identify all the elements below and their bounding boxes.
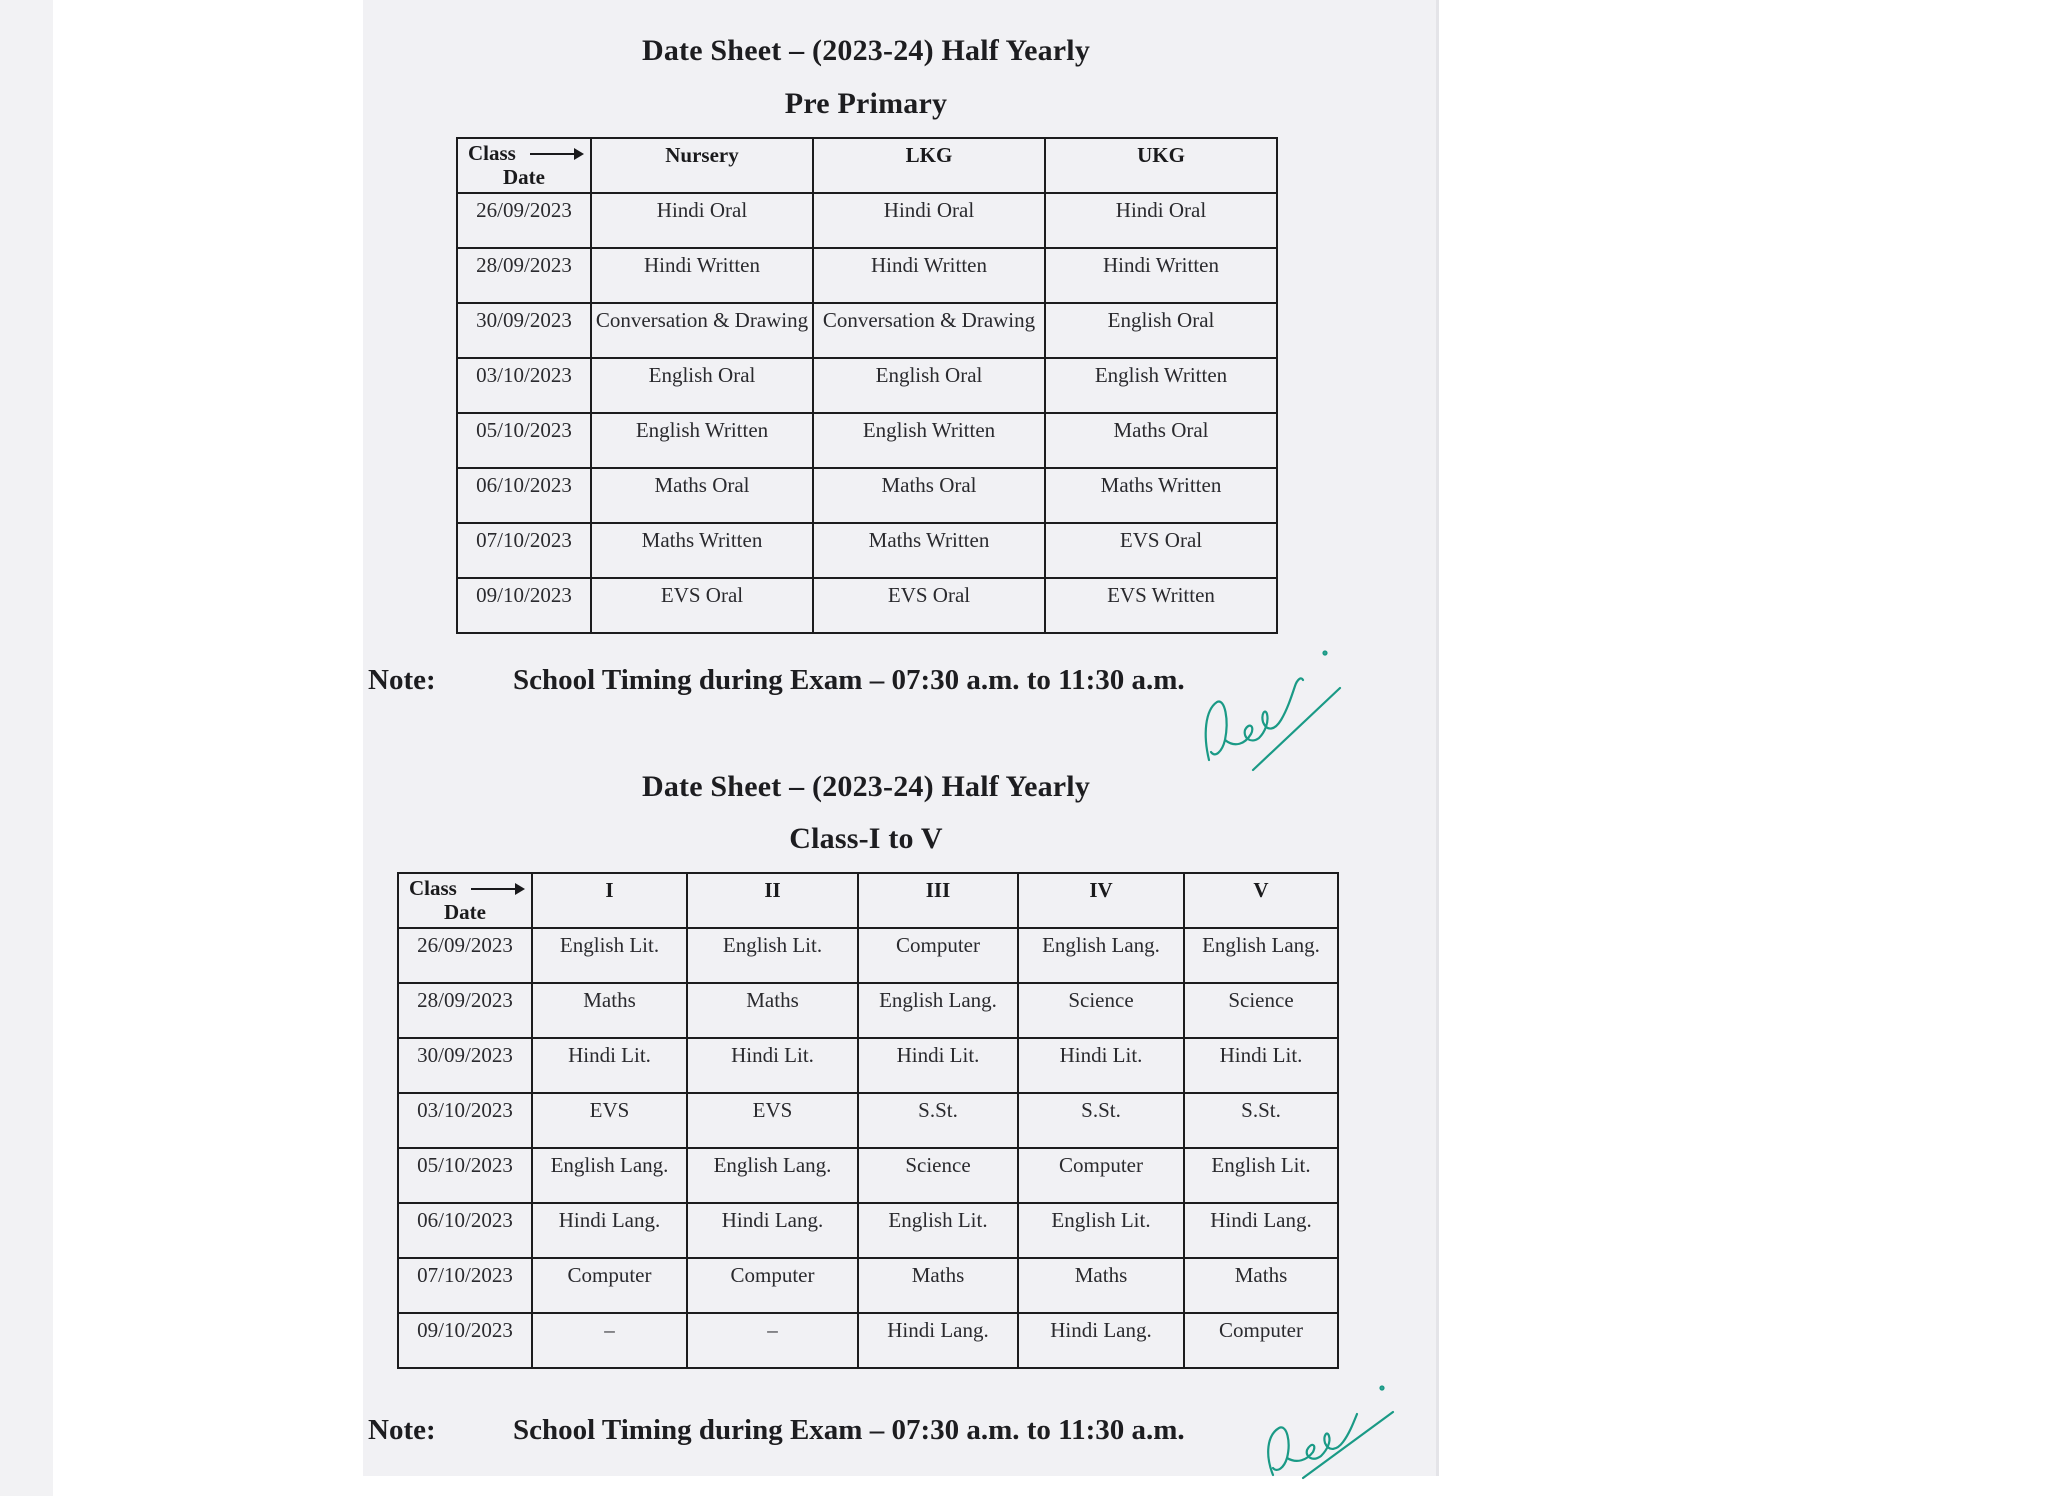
sheet-1-subtitle: Pre Primary — [784, 87, 948, 120]
note-text: School Timing during Exam – 07:30 a.m. to 11:30 a.m. — [513, 1414, 1185, 1446]
subject-cell: Maths — [858, 1258, 1018, 1313]
column-header: UKG — [1045, 138, 1277, 193]
arrow-right-icon — [471, 888, 523, 890]
subject-cell: Computer — [1018, 1148, 1184, 1203]
subject-cell: Maths — [687, 983, 858, 1038]
note-label: Note: — [368, 664, 436, 696]
subject-cell: English Lit. — [858, 1203, 1018, 1258]
subject-cell: Maths Written — [591, 523, 813, 578]
subject-cell: English Written — [813, 413, 1045, 468]
subject-cell: Computer — [687, 1258, 858, 1313]
date-cell: 30/09/2023 — [457, 303, 591, 358]
subject-cell: English Oral — [813, 358, 1045, 413]
subject-cell: – — [532, 1313, 687, 1368]
date-cell: 05/10/2023 — [398, 1148, 532, 1203]
date-cell: 05/10/2023 — [457, 413, 591, 468]
subject-cell: English Lang. — [858, 983, 1018, 1038]
sheet-2-title: Date Sheet – (2023-24) Half Yearly — [641, 770, 1091, 803]
table-row — [398, 983, 1338, 1038]
subject-cell: Hindi Lit. — [1184, 1038, 1338, 1093]
subject-cell: English Lang. — [1184, 928, 1338, 983]
table-row — [457, 578, 1277, 633]
table-row — [398, 1203, 1338, 1258]
subject-cell: Hindi Lang. — [1184, 1203, 1338, 1258]
subject-cell: Hindi Oral — [813, 193, 1045, 248]
corner-header — [460, 141, 588, 189]
subject-cell: S.St. — [1018, 1093, 1184, 1148]
date-cell: 09/10/2023 — [457, 578, 591, 633]
table-row — [398, 1313, 1338, 1368]
table-row — [457, 303, 1277, 358]
subject-cell: EVS — [532, 1093, 687, 1148]
subject-cell: Maths — [1184, 1258, 1338, 1313]
subject-cell: Maths Written — [1045, 468, 1277, 523]
note-label: Note: — [368, 1414, 436, 1446]
column-header: Nursery — [591, 138, 813, 193]
corner-header — [401, 876, 529, 924]
table-row — [398, 928, 1338, 983]
subject-cell: Hindi Lit. — [687, 1038, 858, 1093]
class-date-corner-cell — [398, 873, 532, 928]
subject-cell: English Oral — [1045, 303, 1277, 358]
subject-cell: Science — [858, 1148, 1018, 1203]
date-cell: 26/09/2023 — [457, 193, 591, 248]
header-row — [457, 138, 1277, 193]
subject-cell: English Lang. — [532, 1148, 687, 1203]
header-row — [398, 873, 1338, 928]
column-header: LKG — [813, 138, 1045, 193]
signature-2 — [1255, 1380, 1395, 1480]
subject-cell: English Lit. — [687, 928, 858, 983]
subject-cell: Computer — [1184, 1313, 1338, 1368]
table-row — [457, 523, 1277, 578]
pre-primary-date-table — [456, 137, 1278, 634]
paper-edge — [1436, 0, 1439, 1476]
column-header: III — [858, 873, 1018, 928]
scan-left-margin — [0, 0, 53, 1496]
date-cell: 09/10/2023 — [398, 1313, 532, 1368]
corner-class-label: Class — [468, 141, 516, 165]
subject-cell: – — [687, 1313, 858, 1368]
subject-cell: Hindi Oral — [591, 193, 813, 248]
blank-margin-panel — [53, 10, 363, 1496]
note-text: School Timing during Exam – 07:30 a.m. to 11:30 a.m. — [513, 664, 1185, 696]
subject-cell: Hindi Written — [1045, 248, 1277, 303]
signature-1 — [1195, 640, 1345, 780]
subject-cell: English Lit. — [1184, 1148, 1338, 1203]
table-row — [398, 1148, 1338, 1203]
column-header: II — [687, 873, 858, 928]
subject-cell: English Lit. — [532, 928, 687, 983]
arrow-right-icon — [530, 153, 582, 155]
subject-cell: EVS Oral — [813, 578, 1045, 633]
subject-cell: Conversation & Drawing — [813, 303, 1045, 358]
subject-cell: Maths — [532, 983, 687, 1038]
subject-cell: English Lit. — [1018, 1203, 1184, 1258]
corner-date-label: Date — [444, 900, 486, 924]
subject-cell: Hindi Lit. — [532, 1038, 687, 1093]
subject-cell: Computer — [532, 1258, 687, 1313]
subject-cell: Science — [1184, 983, 1338, 1038]
table-row — [398, 1038, 1338, 1093]
subject-cell: Hindi Oral — [1045, 193, 1277, 248]
subject-cell: Conversation & Drawing — [591, 303, 813, 358]
date-cell: 28/09/2023 — [398, 983, 532, 1038]
subject-cell: EVS Oral — [591, 578, 813, 633]
column-header: I — [532, 873, 687, 928]
date-cell: 26/09/2023 — [398, 928, 532, 983]
subject-cell: Maths Written — [813, 523, 1045, 578]
date-cell: 03/10/2023 — [398, 1093, 532, 1148]
subject-cell: EVS Written — [1045, 578, 1277, 633]
column-header: IV — [1018, 873, 1184, 928]
table-row — [398, 1258, 1338, 1313]
table-row — [398, 1093, 1338, 1148]
class-date-corner-cell — [457, 138, 591, 193]
subject-cell: Maths Oral — [1045, 413, 1277, 468]
table-row — [457, 248, 1277, 303]
subject-cell: EVS — [687, 1093, 858, 1148]
corner-class-label: Class — [409, 876, 457, 900]
subject-cell: S.St. — [1184, 1093, 1338, 1148]
date-cell: 07/10/2023 — [398, 1258, 532, 1313]
table-row — [457, 358, 1277, 413]
sheet-2-subtitle: Class-I to V — [789, 822, 943, 855]
subject-cell: Computer — [858, 928, 1018, 983]
subject-cell: Hindi Written — [813, 248, 1045, 303]
table-row — [457, 193, 1277, 248]
subject-cell: English Lang. — [1018, 928, 1184, 983]
date-cell: 07/10/2023 — [457, 523, 591, 578]
date-cell: 06/10/2023 — [398, 1203, 532, 1258]
subject-cell: Maths Oral — [591, 468, 813, 523]
date-cell: 28/09/2023 — [457, 248, 591, 303]
subject-cell: English Oral — [591, 358, 813, 413]
subject-cell: Hindi Lit. — [858, 1038, 1018, 1093]
subject-cell: Hindi Lang. — [858, 1313, 1018, 1368]
subject-cell: Maths Oral — [813, 468, 1045, 523]
subject-cell: Hindi Written — [591, 248, 813, 303]
corner-date-label: Date — [503, 165, 545, 189]
date-cell: 06/10/2023 — [457, 468, 591, 523]
subject-cell: English Lang. — [687, 1148, 858, 1203]
subject-cell: Science — [1018, 983, 1184, 1038]
table-row — [457, 413, 1277, 468]
subject-cell: Hindi Lang. — [532, 1203, 687, 1258]
date-cell: 30/09/2023 — [398, 1038, 532, 1093]
table-row — [457, 468, 1277, 523]
subject-cell: English Written — [1045, 358, 1277, 413]
subject-cell: English Written — [591, 413, 813, 468]
subject-cell: Hindi Lang. — [687, 1203, 858, 1258]
subject-cell: S.St. — [858, 1093, 1018, 1148]
date-cell: 03/10/2023 — [457, 358, 591, 413]
sheet-1-title: Date Sheet – (2023-24) Half Yearly — [641, 34, 1091, 67]
column-header: V — [1184, 873, 1338, 928]
subject-cell: Hindi Lit. — [1018, 1038, 1184, 1093]
class-i-to-v-date-table — [397, 872, 1339, 1369]
subject-cell: EVS Oral — [1045, 523, 1277, 578]
subject-cell: Maths — [1018, 1258, 1184, 1313]
subject-cell: Hindi Lang. — [1018, 1313, 1184, 1368]
